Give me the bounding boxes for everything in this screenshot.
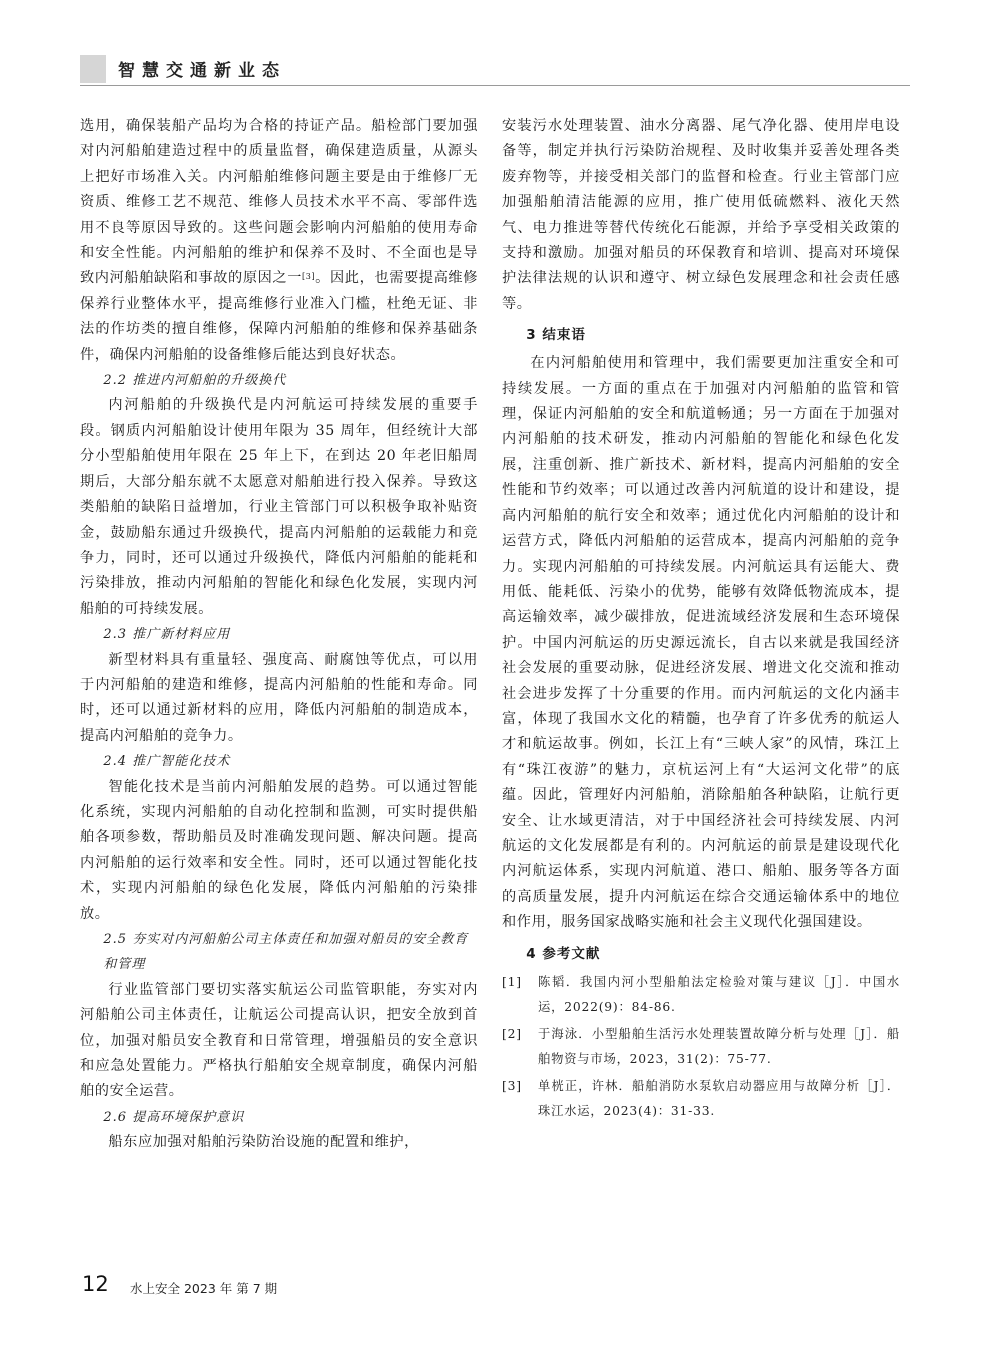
paragraph-upgrade: 内河船舶的升级换代是内河航运可持续发展的重要手段。钢质内河船舶设计使用年限为 35 周年，但经统计大部分小型船舶使用年限在 25 年上下，在到达 20 年老旧船周期后，大部分船东就不太愿意对船舶进行投入保养。导致这类船舶的缺陷日益增加，行业主管部门可以积极争取补贴资金，鼓励船东通过升级换代，提高内河船舶的运载能力和竞争力，同时，还可以通过升级换代，降低内河船舶的能耗和污染排放，推动内河船舶的智能化和绿色化发展，实现内河船舶的可持续发展。 (80, 397, 478, 617)
paragraph-text: 。因此，也需要提高维修保养行业整体水平，提高维修行业准入门槛，杜绝无证、非法的作坊类的擅自维修，保障内河船舶的维修和保养基础条件，确保内河船舶的设备维修后能达到良好状态。 (80, 270, 478, 363)
header-divider (80, 85, 910, 86)
left-column (80, 114, 478, 1156)
header-decor-block (80, 55, 106, 83)
paragraph-environment-cont: 安装污水处理装置、油水分离器、尾气净化器、使用岸电设备等，制定并执行污染防治规程、及时收集并妥善处理各类废弃物等，并接受相关部门的监督和检查。行业主管部门应加强船舶清洁能源的应用，推广使用低硫燃料、液化天然气、电力推进等替代传统化石能源，并给予享受相关政策的支持和激励。加强对船员的环保教育和培训、提高对环境保护法律法规的认识和遵守、树立绿色发展理念和社会责任感等。 (502, 118, 900, 312)
journal-issue: 水上安全 2023 年 第 7 期 (130, 1281, 278, 1296)
section-heading-references: 4 参考文献 (526, 945, 601, 962)
subsection-heading-2-3: 2.3 推广新材料应用 (103, 627, 231, 643)
reference-text: 单桄正，许林．船舶消防水泵软启动器应用与故障分析［J］．珠江水运，2023(4)：31-33. (538, 1078, 900, 1118)
paragraph-intelligent-tech: 智能化技术是当前内河船舶发展的趋势。可以通过智能化系统，实现内河船舶的自动化控制和监测，可实时提供船舶各项参数，帮助船员及时准确发现问题、解决问题。提高内河船舶的运行效率和安全性。同时，还可以通过智能化技术，实现内河船舶的绿色化发展，降低内河船舶的污染排放。 (80, 778, 478, 922)
reference-text: 于海泳．小型船舶生活污水处理装置故障分析与处理［J］．船舶物资与市场，2023，31(2)：75-77. (538, 1026, 900, 1066)
subsection-heading-2-5: 2.5 夯实对内河船舶公司主体责任和加强对船员的安全教育和管理 (103, 932, 469, 973)
page-number: 12 (82, 1272, 109, 1296)
reference-item (502, 970, 900, 1020)
paragraph-environment-start: 船东应加强对船舶污染防治设施的配置和维护， (108, 1134, 419, 1151)
reference-number: [1] (502, 974, 522, 989)
paragraph-text: 选用，确保装船产品均为合格的持证产品。船检部门要加强对内河船舶建造过程中的质量监督，确保建造质量，从源头上把好市场准入关。内河船舶维修问题主要是由于维修厂无资质、维修工艺不规范、维修人员技术水平不高、零部件选用不良等原因导致的。这些问题会影响内河船舶的使用寿命和安全性能。内河船舶的维护和保养不及时、不全面也是导致内河船舶缺陷和事故的原因之一 (80, 118, 478, 287)
subsection-heading-2-4: 2.4 推广智能化技术 (103, 754, 231, 770)
reference-number: [3] (502, 1078, 522, 1093)
page-header-title: 智慧交通新业态 (118, 61, 286, 81)
subsection-heading-2-6: 2.6 提高环境保护意识 (103, 1109, 245, 1125)
reference-number: [2] (502, 1026, 522, 1041)
right-column (502, 114, 900, 1126)
reference-item (502, 1022, 900, 1072)
paragraph-maintenance (80, 114, 478, 368)
paragraph-safety-education: 行业监管部门要切实落实航运公司监管职能，夯实对内河船舶公司主体责任，让航运公司提高认识，把安全放到首位，加强对船员安全教育和日常管理，增强船员的安全意识和应急处置能力。严格执行船舶安全规章制度，确保内河船舶的安全运营。 (80, 981, 478, 1100)
reference-text: 陈韬．我国内河小型船舶法定检验对策与建议［J］．中国水运，2022(9)：84-86. (538, 974, 900, 1014)
reference-list (502, 970, 900, 1124)
reference-item (502, 1074, 900, 1124)
citation-ref[interactable]: [3] (302, 272, 316, 282)
subsection-heading-2-2: 2.2 推进内河船舶的升级换代 (103, 373, 287, 389)
paragraph-conclusion: 在内河船舶使用和管理中，我们需要更加注重安全和可持续发展。一方面的重点在于加强对内河船舶的监管和管理，保证内河船舶的安全和航道畅通；另一方面在于加强对内河船舶的技术研发，推动内河船舶的智能化和绿色化发展，注重创新、推广新技术、新材料，提高内河船舶的安全性能和节约效率；可以通过改善内河航道的设计和建设，提高内河船舶的航行安全和效率；通过优化内河船舶的设计和运营方式，降低内河船舶的运营成本，提高内河船舶的竞争力。实现内河船舶的可持续发展。内河航运具有运能大、费用低、能耗低、污染小的优势，能够有效降低物流成本，提高运输效率，减少碳排放，促进流域经济发展和生态环境保护。中国内河航运的历史源远流长，自古以来就是我国经济社会发展的重要动脉，促进经济发展、增进文化交流和推动社会进步发挥了十分重要的作用。而内河航运的文化内涵丰富，体现了我国水文化的精髓，也孕育了许多优秀的航运人才和航运故事。例如，长江上有“三峡人家”的风情，珠江上有“珠江夜游”的魅力，京杭运河上有“大运河文化带”的底蕴。因此，管理好内河船舶，消除船舶各种缺陷，让航行更安全、让水域更清洁，对于中国经济社会可持续发展、内河航运的文化发展都是有利的。内河航运的前景是建设现代化内河航运体系，实现内河航道、港口、船舶、服务等各方面的高质量发展，提升内河航运在综合交通运输体系中的地位和作用，服务国家战略实施和社会主义现代化强国建设。 (502, 355, 900, 931)
paragraph-new-materials: 新型材料具有重量轻、强度高、耐腐蚀等优点，可以用于内河船舶的建造和维修，提高内河船舶的性能和寿命。同时，还可以通过新材料的应用，降低内河船舶的制造成本，提高内河船舶的竞争力。 (80, 651, 478, 744)
section-heading-conclusion: 3 结束语 (526, 327, 586, 344)
